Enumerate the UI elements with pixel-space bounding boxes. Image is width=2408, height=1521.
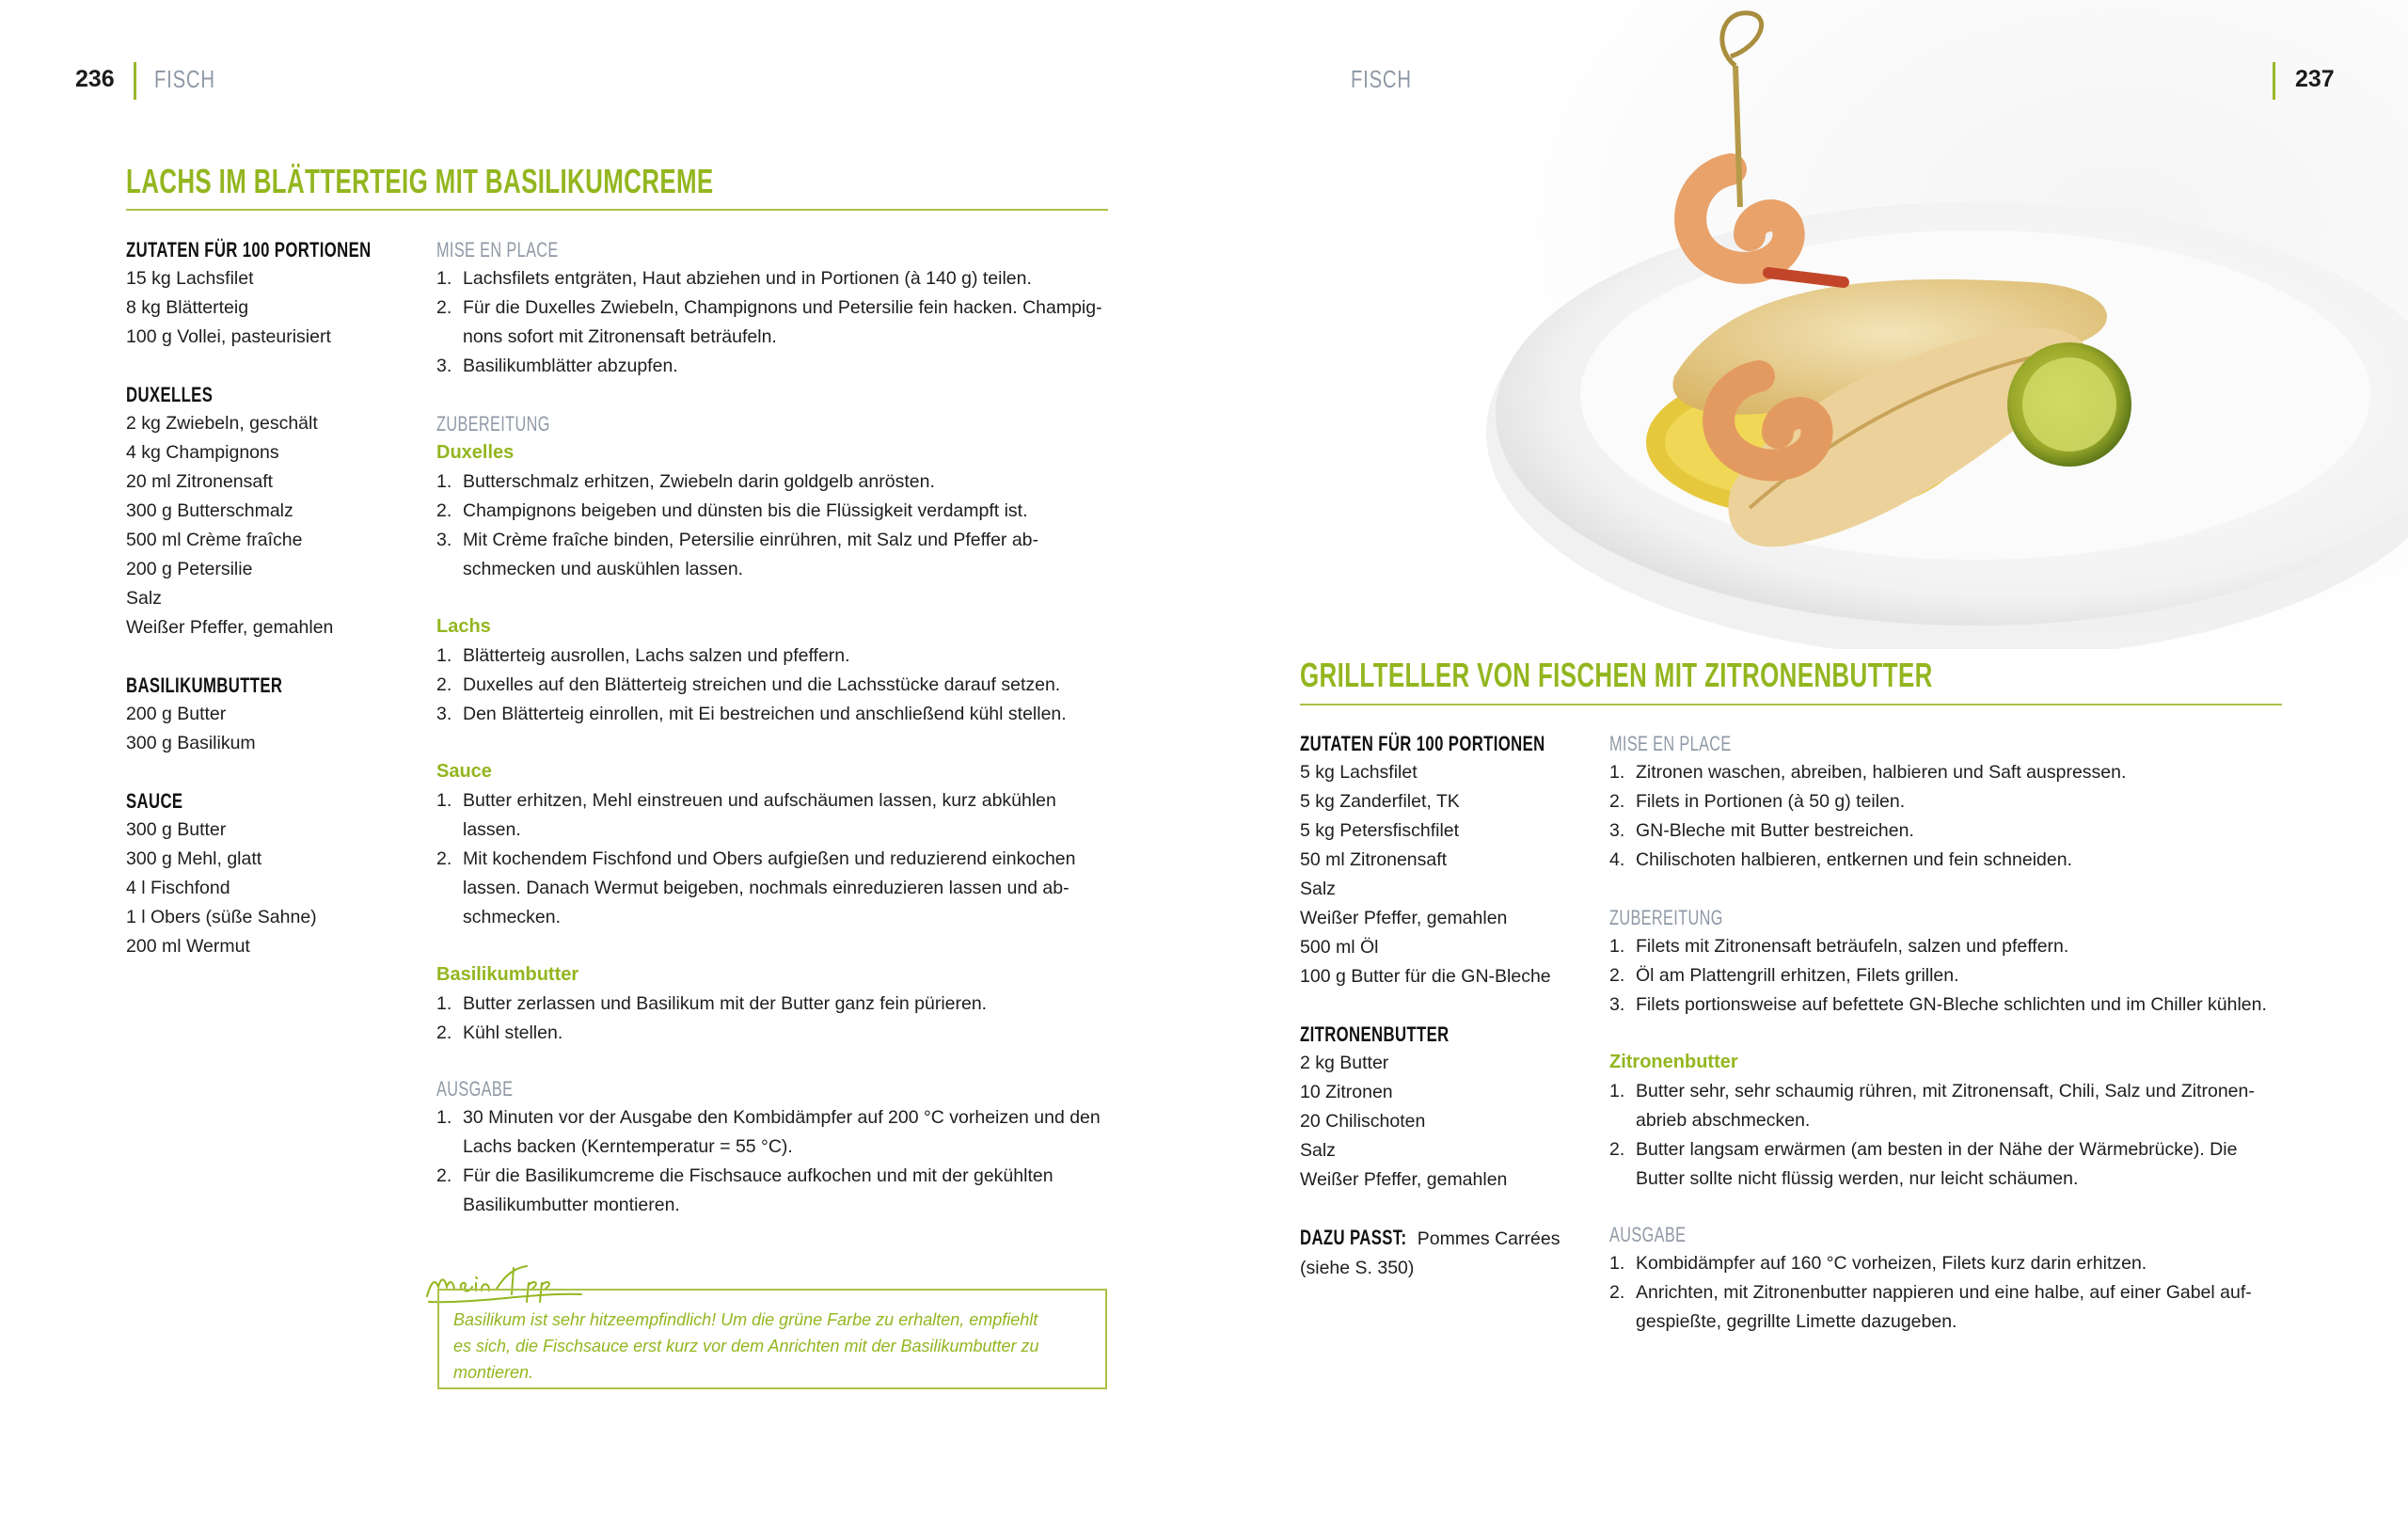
ingredients-column: [1300, 729, 1601, 1283]
header-divider: [2273, 62, 2275, 100]
ingredient-item: 200 ml Wermut: [126, 936, 250, 957]
step: Anrichten, mit Zitronenbutter nappieren und eine halbe, auf einer Gabel auf-gespießte, gegrillte Limette dazugeben.: [1636, 1282, 2252, 1332]
tip-label: Mein Tipp: [421, 1255, 426, 1256]
step: Butter sehr, sehr schaumig rühren, mit Zitronensaft, Chili, Salz und Zitronen-abrieb abschmecken.: [1636, 1081, 2255, 1131]
section-title: FISCH: [1351, 65, 1412, 93]
subsection-title: Sauce: [436, 761, 492, 782]
step: Chilischoten halbieren, entkernen und fein schneiden.: [1636, 849, 2072, 870]
step: Kombidämpfer auf 160 °C vorheizen, Filets kurz darin erhitzen.: [1636, 1253, 2147, 1274]
recipe-title: GRILLTELLER VON FISCHEN MIT ZITRONENBUTTER: [1300, 656, 1933, 694]
ingredient-group: [126, 380, 408, 642]
mise-en-place-heading: MISE EN PLACE: [1609, 732, 1732, 755]
step: Blätterteig ausrollen, Lachs salzen und pfeffern.: [463, 645, 850, 666]
ingredient-item: 5 kg Petersfischfilet: [1300, 820, 1460, 841]
ingredient-group: [1300, 1020, 1601, 1195]
step: Filets portionsweise auf befettete GN-Bleche schlichten und im Chiller kühlen.: [1636, 994, 2267, 1015]
step: Öl am Plattengrill erhitzen, Filets grillen.: [1636, 965, 1959, 986]
ingredient-item: 8 kg Blätterteig: [126, 297, 249, 318]
ingredient-item: 50 ml Zitronensaft: [1300, 849, 1448, 870]
ingredient-item: 200 g Butter: [126, 704, 227, 724]
section-title: FISCH: [154, 65, 215, 93]
step: Butterschmalz erhitzen, Zwiebeln darin goldgelb anrösten.: [463, 471, 935, 492]
ingredient-heading: ZUTATEN FÜR 100 PORTIONEN: [126, 238, 372, 261]
right-page: [1204, 0, 2408, 1521]
ingredient-item: 5 kg Zanderfilet, TK: [1300, 791, 1460, 812]
ingredient-item: Weißer Pfeffer, gemahlen: [1300, 1169, 1508, 1190]
step: GN-Bleche mit Butter bestreichen.: [1636, 820, 1914, 841]
dazu-passt-value: Pommes Carrées: [1417, 1228, 1560, 1249]
ingredient-heading: SAUCE: [126, 789, 183, 813]
ingredient-group: [126, 235, 408, 352]
ingredient-item: 20 Chilischoten: [1300, 1111, 1426, 1132]
step: Filets mit Zitronensaft beträufeln, salzen und pfeffern.: [1636, 936, 2069, 957]
step: Für die Basilikumcreme die Fischsauce aufkochen und mit der gekühlten Basilikumbutter montieren.: [463, 1165, 1054, 1215]
mise-en-place-heading: MISE EN PLACE: [436, 238, 559, 261]
ausgabe-heading: AUSGABE: [1609, 1223, 1687, 1246]
ingredient-heading: BASILIKUMBUTTER: [126, 673, 283, 697]
ingredient-group: [1300, 729, 1601, 991]
ingredient-item: 100 g Vollei, pasteurisiert: [126, 326, 331, 347]
ingredient-item: 300 g Butter: [126, 819, 227, 840]
step: Mit kochendem Fischfond und Obers aufgießen und reduzierend einkochen lassen. Danach Wermut beigeben, nochmals einreduzieren lassen und ab-schmecken.: [463, 848, 1076, 927]
ingredient-item: 300 g Butterschmalz: [126, 500, 293, 521]
dazu-passt-label: DAZU PASST:: [1300, 1226, 1407, 1249]
subsection-title: Duxelles: [436, 442, 515, 463]
food-photo: [1449, 0, 2408, 649]
ingredient-heading: ZITRONENBUTTER: [1300, 1022, 1450, 1046]
dazu-passt-reference: (siehe S. 350): [1300, 1258, 1415, 1278]
ingredient-item: 100 g Butter für die GN-Bleche: [1300, 966, 1551, 987]
ingredient-item: 1 l Obers (süße Sahne): [126, 907, 317, 927]
step: Filets in Portionen (à 50 g) teilen.: [1636, 791, 1906, 812]
ingredient-item: 300 g Basilikum: [126, 733, 256, 753]
ingredient-item: 300 g Mehl, glatt: [126, 848, 262, 869]
step: Champignons beigeben und dünsten bis die Flüssigkeit verdampft ist.: [463, 500, 1028, 521]
instructions-column: [1609, 729, 2282, 1337]
title-rule: [1300, 704, 2282, 705]
page-number: 236: [75, 66, 115, 92]
ingredient-group: [126, 671, 408, 758]
step: Butter langsam erwärmen (am besten in der Nähe der Wärmebrücke). Die Butter sollte nicht flüssig werden, nur leicht schäumen.: [1636, 1139, 2238, 1189]
tip-line: montieren.: [453, 1363, 534, 1382]
step: Den Blätterteig einrollen, mit Ei bestreichen und anschließend kühl stellen.: [463, 704, 1067, 724]
ingredient-item: 20 ml Zitronensaft: [126, 471, 274, 492]
ingredient-item: 200 g Petersilie: [126, 559, 253, 579]
step: Kühl stellen.: [463, 1022, 563, 1043]
subsection-title: Lachs: [436, 616, 491, 637]
ingredient-item: 15 kg Lachsfilet: [126, 268, 254, 289]
ingredient-group: [126, 786, 408, 961]
title-rule: [126, 209, 1108, 211]
ingredient-item: Salz: [126, 588, 162, 609]
tip-line: es sich, die Fischsauce erst kurz vor dem Anrichten mit der Basilikumbutter zu: [453, 1337, 1039, 1355]
subsection-title: Zitronenbutter: [1609, 1052, 1738, 1072]
ingredient-item: 500 ml Crème fraîche: [126, 530, 303, 550]
zubereitung-heading: ZUBEREITUNG: [436, 412, 550, 436]
step: Für die Duxelles Zwiebeln, Champignons und Petersilie fein hacken. Champig-nons sofort mit Zitronensaft beträufeln.: [463, 297, 1102, 347]
page-number: 237: [2295, 66, 2335, 92]
step: Basilikumblätter abzupfen.: [463, 356, 678, 376]
ingredient-item: 4 kg Champignons: [126, 442, 279, 463]
step: Mit Crème fraîche binden, Petersilie einrühren, mit Salz und Pfeffer ab-schmecken und auskühlen lassen.: [463, 530, 1039, 579]
ingredient-heading: ZUTATEN FÜR 100 PORTIONEN: [1300, 732, 1545, 755]
ingredient-item: Weißer Pfeffer, gemahlen: [1300, 908, 1508, 928]
ingredient-item: 2 kg Zwiebeln, geschält: [126, 413, 318, 434]
ingredient-item: Salz: [1300, 879, 1336, 899]
tip-box: [437, 1289, 1107, 1389]
zubereitung-heading: ZUBEREITUNG: [1609, 906, 1723, 929]
step: Lachsfilets entgräten, Haut abziehen und in Portionen (à 140 g) teilen.: [463, 268, 1032, 289]
step: Butter erhitzen, Mehl einstreuen und aufschäumen lassen, kurz abkühlen lassen.: [463, 790, 1056, 840]
recipe-title: LACHS IM BLÄTTERTEIG MIT BASILIKUMCREME: [126, 162, 714, 200]
step: Zitronen waschen, abreiben, halbieren und Saft auspressen.: [1636, 762, 2127, 783]
tip-line: Basilikum ist sehr hitzeempfindlich! Um die grüne Farbe zu erhalten, empfiehlt: [453, 1310, 1038, 1329]
instructions-column: [436, 235, 1108, 1220]
ingredient-item: 2 kg Butter: [1300, 1053, 1389, 1073]
serving-suggestion: [1300, 1223, 1601, 1283]
ausgabe-heading: AUSGABE: [436, 1077, 514, 1101]
ingredient-item: 500 ml Öl: [1300, 937, 1379, 958]
ingredient-item: 5 kg Lachsfilet: [1300, 762, 1418, 783]
ingredient-item: 10 Zitronen: [1300, 1082, 1393, 1102]
ingredient-item: 4 l Fischfond: [126, 878, 230, 898]
ingredient-heading: DUXELLES: [126, 383, 214, 406]
ingredient-item: Weißer Pfeffer, gemahlen: [126, 617, 334, 638]
step: Butter zerlassen und Basilikum mit der Butter ganz fein pürieren.: [463, 993, 988, 1014]
step: Duxelles auf den Blätterteig streichen und die Lachsstücke darauf setzen.: [463, 674, 1061, 695]
header-divider: [134, 62, 136, 100]
ingredients-column: [126, 235, 408, 961]
ingredient-item: Salz: [1300, 1140, 1336, 1161]
step: 30 Minuten vor der Ausgabe den Kombidämpfer auf 200 °C vorheizen und den Lachs backen (Kerntemperatur = 55 °C).: [463, 1107, 1101, 1157]
subsection-title: Basilikumbutter: [436, 964, 579, 985]
